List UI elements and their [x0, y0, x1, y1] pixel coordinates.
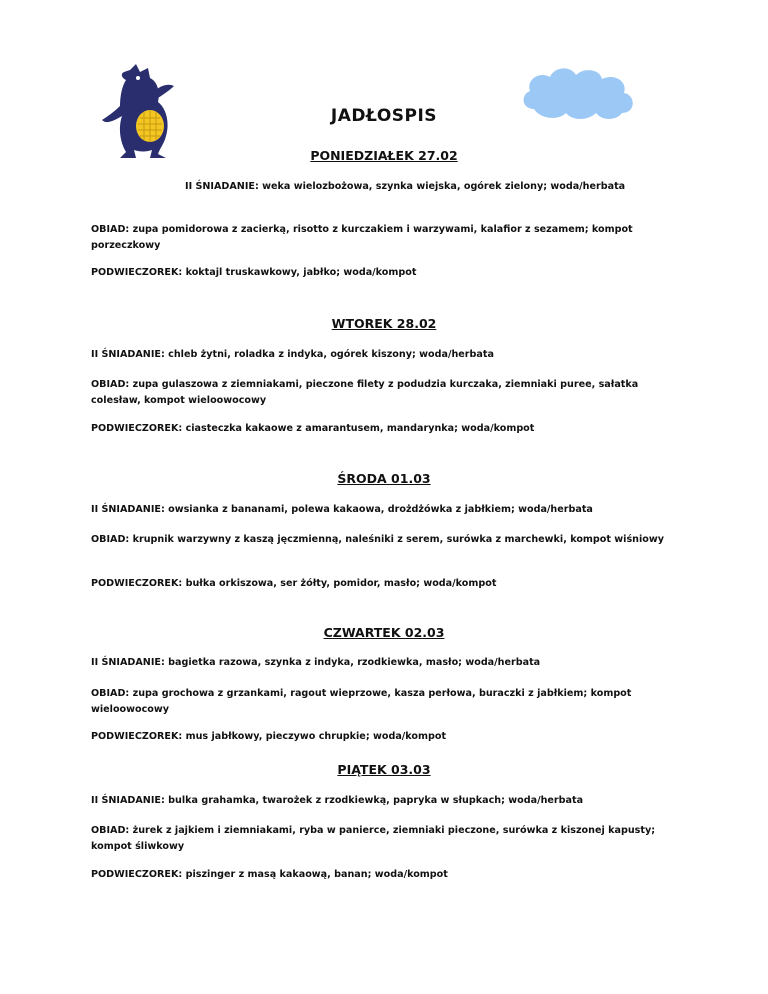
meal-lunch-tuesday [91, 377, 671, 409]
meal-label: OBIAD: [91, 825, 130, 836]
meal-label: OBIAD: [91, 224, 130, 235]
meal-lunch-wednesday [91, 532, 671, 548]
meal-text: owsianka z bananami, polewa kakaowa, drożdżówka z jabłkiem; woda/herbata [168, 504, 593, 515]
day-heading-wednesday: ŚRODA 01.03 [337, 471, 431, 486]
meal-snack-wednesday [91, 576, 671, 592]
meal-text: zupa pomidorowa z zacierką, risotto z kurczakiem i warzywami, kalafior z sezamem; kompot porzeczkowy [91, 224, 633, 251]
meal-label: OBIAD: [91, 379, 130, 390]
meal-label: PODWIECZOREK: [91, 578, 183, 589]
meal-text: bagietka razowa, szynka z indyka, rzodkiewka, masło; woda/herbata [168, 657, 541, 668]
day-heading-thursday: CZWARTEK 02.03 [323, 625, 445, 640]
meal-text: bulka grahamka, twarożek z rzodkiewką, papryka w słupkach; woda/herbata [168, 795, 584, 806]
meal-text: weka wielozbożowa, szynka wiejska, ogórek zielony; woda/herbata [262, 181, 626, 192]
meal-text: chleb żytni, roladka z indyka, ogórek kiszony; woda/herbata [168, 349, 494, 360]
meal-text: żurek z jajkiem i ziemniakami, ryba w panierce, ziemniaki pieczone, surówka z kiszonej kapusty; kompot śliwkowy [91, 825, 656, 852]
meal-breakfast-tuesday [91, 347, 671, 363]
meal-snack-friday [91, 867, 671, 883]
meal-lunch-thursday [91, 686, 671, 718]
meal-label: OBIAD: [91, 534, 130, 545]
meal-text: zupa gulaszowa z ziemniakami, pieczone filety z podudzia kurczaka, ziemniaki puree, sałatka colesław, kompot wieloowocowy [91, 379, 639, 406]
meal-lunch-monday [91, 222, 671, 254]
meal-text: krupnik warzywny z kaszą jęczmienną, naleśniki z serem, surówka z marchewki, kompot wiśniowy [132, 534, 664, 545]
meal-breakfast-wednesday [91, 502, 671, 518]
meal-label: PODWIECZOREK: [91, 731, 183, 742]
meal-snack-tuesday [91, 421, 671, 437]
meal-label: II ŚNIADANIE: [91, 349, 165, 360]
meal-label: II ŚNIADANIE: [91, 504, 165, 515]
meal-snack-thursday [91, 729, 671, 745]
day-heading-monday: PONIEDZIAŁEK 27.02 [310, 148, 458, 163]
meal-label: OBIAD: [91, 688, 130, 699]
day-heading-tuesday: WTOREK 28.02 [331, 316, 437, 331]
meal-label: PODWIECZOREK: [91, 267, 183, 278]
meal-label: II ŚNIADANIE: [185, 181, 259, 192]
day-heading-friday: PIĄTEK 03.03 [337, 762, 431, 777]
meal-text: koktajl truskawkowy, jabłko; woda/kompot [185, 267, 417, 278]
meal-lunch-friday [91, 823, 671, 855]
meal-breakfast-thursday [91, 655, 671, 671]
meal-breakfast-friday [91, 793, 671, 809]
meal-label: PODWIECZOREK: [91, 423, 183, 434]
meal-label: II ŚNIADANIE: [91, 795, 165, 806]
meal-label: PODWIECZOREK: [91, 869, 183, 880]
meal-text: ciasteczka kakaowe z amarantusem, mandarynka; woda/kompot [185, 423, 535, 434]
meal-snack-monday [91, 265, 671, 281]
meal-breakfast-monday [91, 179, 671, 195]
meal-text: bułka orkiszowa, ser żółty, pomidor, masło; woda/kompot [185, 578, 497, 589]
meal-label: II ŚNIADANIE: [91, 657, 165, 668]
meal-text: mus jabłkowy, pieczywo chrupkie; woda/kompot [185, 731, 447, 742]
page-title: JADŁOSPIS [330, 106, 438, 126]
meal-text: piszinger z masą kakaową, banan; woda/kompot [185, 869, 448, 880]
meal-text: zupa grochowa z grzankami, ragout wieprzowe, kasza perłowa, buraczki z jabłkiem; kompot wieloowocowy [91, 688, 632, 715]
